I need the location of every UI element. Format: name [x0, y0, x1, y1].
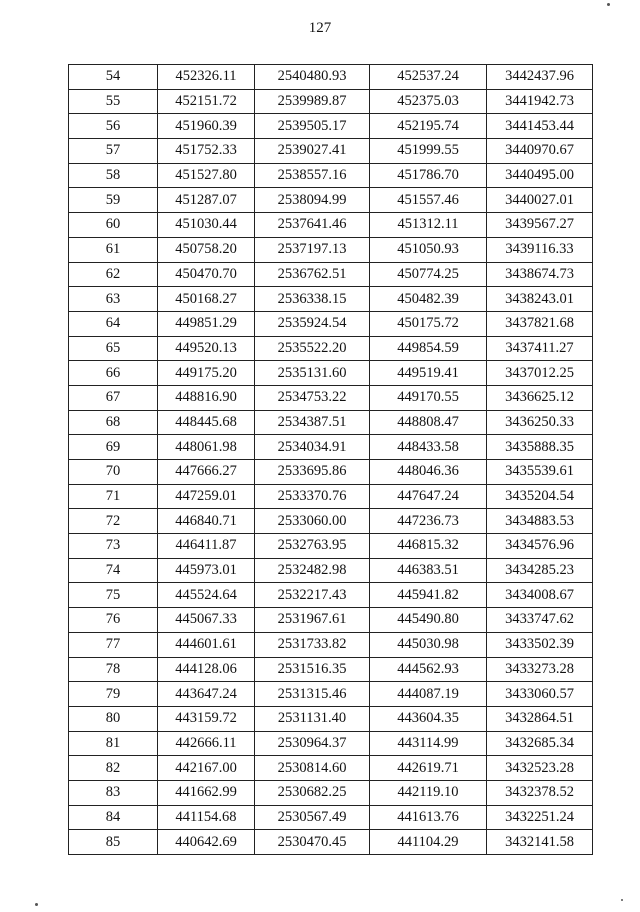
x1-cell: 441154.68 [158, 805, 255, 830]
y1-cell: 2530964.37 [255, 731, 370, 756]
table-row [69, 756, 593, 781]
x2-cell: 450175.72 [370, 311, 487, 336]
y1-cell: 2537641.46 [255, 213, 370, 238]
y1-cell: 2535131.60 [255, 361, 370, 386]
y1-cell: 2533370.76 [255, 484, 370, 509]
y2-cell: 3440495.00 [487, 163, 593, 188]
table-row [69, 583, 593, 608]
x2-cell: 444562.93 [370, 657, 487, 682]
x1-cell: 452151.72 [158, 89, 255, 114]
table-row [69, 139, 593, 164]
y2-cell: 3435539.61 [487, 460, 593, 485]
point-number-cell: 75 [69, 583, 158, 608]
x1-cell: 445973.01 [158, 558, 255, 583]
y2-cell: 3435888.35 [487, 435, 593, 460]
table-row [69, 460, 593, 485]
y1-cell: 2534753.22 [255, 385, 370, 410]
x1-cell: 448445.68 [158, 410, 255, 435]
table-row [69, 435, 593, 460]
x1-cell: 449175.20 [158, 361, 255, 386]
x2-cell: 448046.36 [370, 460, 487, 485]
y1-cell: 2530567.49 [255, 805, 370, 830]
point-number-cell: 80 [69, 706, 158, 731]
y2-cell: 3432685.34 [487, 731, 593, 756]
table-row [69, 336, 593, 361]
y1-cell: 2532763.95 [255, 534, 370, 559]
x1-cell: 451287.07 [158, 188, 255, 213]
table-row [69, 385, 593, 410]
point-number-cell: 79 [69, 682, 158, 707]
table-row [69, 484, 593, 509]
y2-cell: 3433747.62 [487, 608, 593, 633]
point-number-cell: 74 [69, 558, 158, 583]
y1-cell: 2531516.35 [255, 657, 370, 682]
x1-cell: 450168.27 [158, 287, 255, 312]
x2-cell: 452195.74 [370, 114, 487, 139]
x2-cell: 450774.25 [370, 262, 487, 287]
x2-cell: 445030.98 [370, 632, 487, 657]
table-row [69, 706, 593, 731]
x2-cell: 451786.70 [370, 163, 487, 188]
point-number-cell: 56 [69, 114, 158, 139]
x1-cell: 451752.33 [158, 139, 255, 164]
x2-cell: 446815.32 [370, 534, 487, 559]
point-number-cell: 81 [69, 731, 158, 756]
scan-speck [621, 899, 623, 901]
x1-cell: 450758.20 [158, 237, 255, 262]
y2-cell: 3439116.33 [487, 237, 593, 262]
x1-cell: 447666.27 [158, 460, 255, 485]
y2-cell: 3433273.28 [487, 657, 593, 682]
y1-cell: 2538557.16 [255, 163, 370, 188]
y1-cell: 2537197.13 [255, 237, 370, 262]
y2-cell: 3432141.58 [487, 830, 593, 855]
y1-cell: 2535924.54 [255, 311, 370, 336]
table-row [69, 608, 593, 633]
y1-cell: 2532482.98 [255, 558, 370, 583]
y2-cell: 3438243.01 [487, 287, 593, 312]
x1-cell: 445524.64 [158, 583, 255, 608]
y1-cell: 2530814.60 [255, 756, 370, 781]
x2-cell: 442119.10 [370, 780, 487, 805]
y1-cell: 2536338.15 [255, 287, 370, 312]
point-number-cell: 68 [69, 410, 158, 435]
y1-cell: 2531967.61 [255, 608, 370, 633]
y2-cell: 3432378.52 [487, 780, 593, 805]
table-row [69, 780, 593, 805]
page-number: 127 [308, 20, 332, 36]
table-row [69, 657, 593, 682]
y2-cell: 3442437.96 [487, 65, 593, 90]
y2-cell: 3434576.96 [487, 534, 593, 559]
y1-cell: 2540480.93 [255, 65, 370, 90]
y1-cell: 2531315.46 [255, 682, 370, 707]
y2-cell: 3434883.53 [487, 509, 593, 534]
table-row [69, 534, 593, 559]
x1-cell: 448816.90 [158, 385, 255, 410]
y2-cell: 3440027.01 [487, 188, 593, 213]
x1-cell: 451030.44 [158, 213, 255, 238]
x1-cell: 451960.39 [158, 114, 255, 139]
y2-cell: 3441942.73 [487, 89, 593, 114]
x2-cell: 451999.55 [370, 139, 487, 164]
point-number-cell: 76 [69, 608, 158, 633]
x2-cell: 452375.03 [370, 89, 487, 114]
x1-cell: 445067.33 [158, 608, 255, 633]
point-number-cell: 60 [69, 213, 158, 238]
table-row [69, 632, 593, 657]
x1-cell: 446411.87 [158, 534, 255, 559]
point-number-cell: 71 [69, 484, 158, 509]
y1-cell: 2534387.51 [255, 410, 370, 435]
coordinate-table [68, 64, 593, 855]
point-number-cell: 67 [69, 385, 158, 410]
y2-cell: 3441453.44 [487, 114, 593, 139]
table-row [69, 311, 593, 336]
y2-cell: 3433060.57 [487, 682, 593, 707]
point-number-cell: 82 [69, 756, 158, 781]
x2-cell: 450482.39 [370, 287, 487, 312]
x2-cell: 446383.51 [370, 558, 487, 583]
x2-cell: 448433.58 [370, 435, 487, 460]
y1-cell: 2536762.51 [255, 262, 370, 287]
x1-cell: 449520.13 [158, 336, 255, 361]
y2-cell: 3437012.25 [487, 361, 593, 386]
point-number-cell: 63 [69, 287, 158, 312]
y2-cell: 3434008.67 [487, 583, 593, 608]
y2-cell: 3435204.54 [487, 484, 593, 509]
y1-cell: 2539505.17 [255, 114, 370, 139]
y2-cell: 3436625.12 [487, 385, 593, 410]
point-number-cell: 72 [69, 509, 158, 534]
x1-cell: 447259.01 [158, 484, 255, 509]
x2-cell: 447647.24 [370, 484, 487, 509]
table-row [69, 213, 593, 238]
table-row [69, 558, 593, 583]
table-row [69, 287, 593, 312]
x1-cell: 443159.72 [158, 706, 255, 731]
point-number-cell: 77 [69, 632, 158, 657]
table-row [69, 509, 593, 534]
point-number-cell: 84 [69, 805, 158, 830]
y1-cell: 2533060.00 [255, 509, 370, 534]
x1-cell: 444128.06 [158, 657, 255, 682]
y2-cell: 3440970.67 [487, 139, 593, 164]
y2-cell: 3436250.33 [487, 410, 593, 435]
x2-cell: 441613.76 [370, 805, 487, 830]
point-number-cell: 54 [69, 65, 158, 90]
point-number-cell: 64 [69, 311, 158, 336]
table-row [69, 410, 593, 435]
y1-cell: 2534034.91 [255, 435, 370, 460]
table-row [69, 361, 593, 386]
x1-cell: 440642.69 [158, 830, 255, 855]
x2-cell: 443114.99 [370, 731, 487, 756]
point-number-cell: 61 [69, 237, 158, 262]
y1-cell: 2539027.41 [255, 139, 370, 164]
x1-cell: 451527.80 [158, 163, 255, 188]
y1-cell: 2530470.45 [255, 830, 370, 855]
y2-cell: 3437821.68 [487, 311, 593, 336]
point-number-cell: 57 [69, 139, 158, 164]
x2-cell: 441104.29 [370, 830, 487, 855]
x2-cell: 449519.41 [370, 361, 487, 386]
x1-cell: 450470.70 [158, 262, 255, 287]
x1-cell: 448061.98 [158, 435, 255, 460]
table-row [69, 682, 593, 707]
x1-cell: 449851.29 [158, 311, 255, 336]
x1-cell: 441662.99 [158, 780, 255, 805]
y2-cell: 3432251.24 [487, 805, 593, 830]
x2-cell: 443604.35 [370, 706, 487, 731]
x2-cell: 451050.93 [370, 237, 487, 262]
table-row [69, 805, 593, 830]
scan-speck [35, 903, 38, 906]
x2-cell: 451312.11 [370, 213, 487, 238]
y2-cell: 3434285.23 [487, 558, 593, 583]
point-number-cell: 59 [69, 188, 158, 213]
y2-cell: 3433502.39 [487, 632, 593, 657]
x2-cell: 445490.80 [370, 608, 487, 633]
point-number-cell: 69 [69, 435, 158, 460]
y2-cell: 3439567.27 [487, 213, 593, 238]
y1-cell: 2533695.86 [255, 460, 370, 485]
y1-cell: 2532217.43 [255, 583, 370, 608]
y2-cell: 3437411.27 [487, 336, 593, 361]
y2-cell: 3432523.28 [487, 756, 593, 781]
x1-cell: 442167.00 [158, 756, 255, 781]
y2-cell: 3432864.51 [487, 706, 593, 731]
y1-cell: 2530682.25 [255, 780, 370, 805]
x2-cell: 452537.24 [370, 65, 487, 90]
point-number-cell: 83 [69, 780, 158, 805]
point-number-cell: 58 [69, 163, 158, 188]
x2-cell: 444087.19 [370, 682, 487, 707]
x2-cell: 447236.73 [370, 509, 487, 534]
point-number-cell: 85 [69, 830, 158, 855]
table-row [69, 830, 593, 855]
y1-cell: 2535522.20 [255, 336, 370, 361]
point-number-cell: 78 [69, 657, 158, 682]
x1-cell: 442666.11 [158, 731, 255, 756]
x1-cell: 444601.61 [158, 632, 255, 657]
table-row [69, 262, 593, 287]
table-body [69, 65, 593, 855]
x2-cell: 449854.59 [370, 336, 487, 361]
table-row [69, 731, 593, 756]
y1-cell: 2531131.40 [255, 706, 370, 731]
table-row [69, 237, 593, 262]
point-number-cell: 62 [69, 262, 158, 287]
x1-cell: 443647.24 [158, 682, 255, 707]
y2-cell: 3438674.73 [487, 262, 593, 287]
table-row [69, 89, 593, 114]
x2-cell: 442619.71 [370, 756, 487, 781]
x2-cell: 445941.82 [370, 583, 487, 608]
y1-cell: 2531733.82 [255, 632, 370, 657]
x2-cell: 451557.46 [370, 188, 487, 213]
table-row [69, 163, 593, 188]
point-number-cell: 70 [69, 460, 158, 485]
point-number-cell: 73 [69, 534, 158, 559]
y1-cell: 2538094.99 [255, 188, 370, 213]
x2-cell: 449170.55 [370, 385, 487, 410]
x1-cell: 446840.71 [158, 509, 255, 534]
x2-cell: 448808.47 [370, 410, 487, 435]
x1-cell: 452326.11 [158, 65, 255, 90]
table-row [69, 65, 593, 90]
y1-cell: 2539989.87 [255, 89, 370, 114]
point-number-cell: 65 [69, 336, 158, 361]
scan-speck [607, 3, 610, 6]
table-row [69, 114, 593, 139]
point-number-cell: 66 [69, 361, 158, 386]
point-number-cell: 55 [69, 89, 158, 114]
table-row [69, 188, 593, 213]
